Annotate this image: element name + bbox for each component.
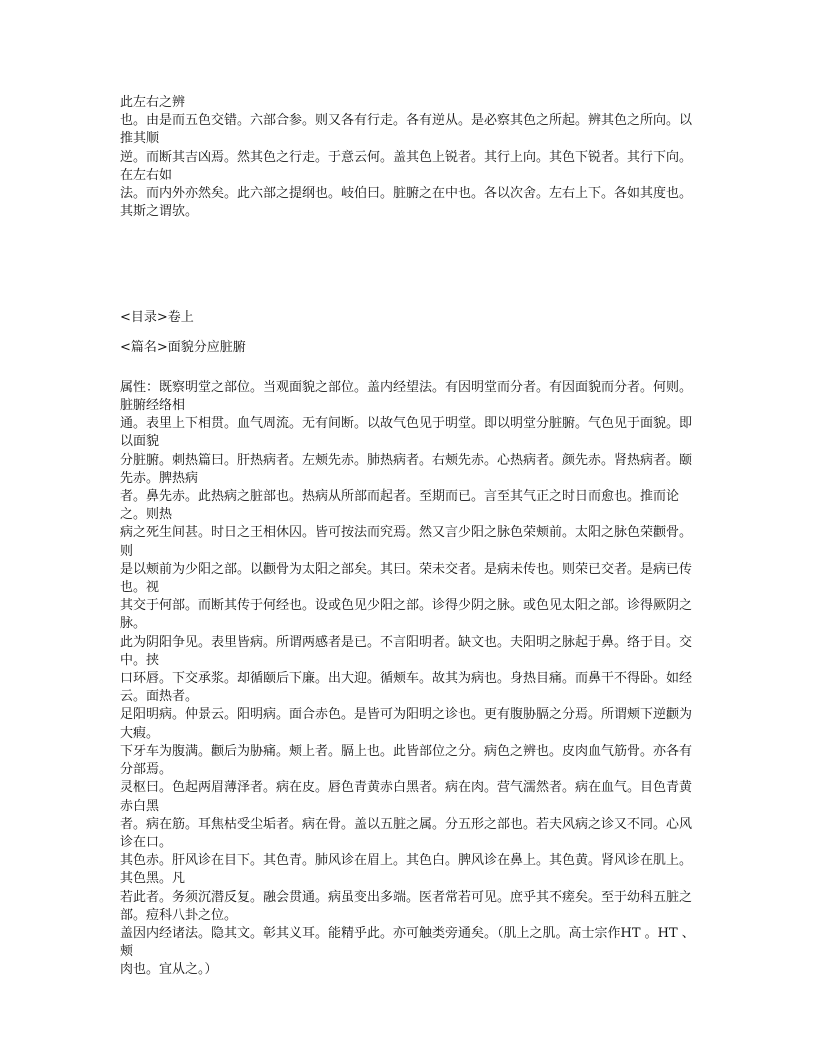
text-line: 盖因内经诸法。隐其文。彰其义耳。能精乎此。亦可触类旁通矣。（肌上之肌。高士宗作HT 。HT 、颊 xyxy=(120,925,695,960)
text-line: 灵枢曰。色起两眉薄泽者。病在皮。唇色青黄赤白黑者。病在肉。营气濡然者。病在血气。目色青黄赤白黑 xyxy=(120,780,693,814)
text-line: 是以颊前为少阳之部。以颧骨为太阳之部矣。其曰。荣未交者。是病未传也。则荣已交者。是病已传也。视 xyxy=(120,561,693,596)
section-spacer xyxy=(120,265,704,309)
text-line: 逆。而断其吉凶焉。然其色之行走。于意云何。盖其色上锐者。其行上向。其色下锐者。其行下向。在左右如 xyxy=(120,149,693,183)
text-line: 属性：既察明堂之部位。当观面貌之部位。盖内经望法。有因明堂而分者。有因面貌而分者。何则。脏腑经络相 xyxy=(120,379,693,414)
document-page xyxy=(120,94,704,980)
text-line: 口环唇。下交承浆。却循颐后下廉。出大迎。循颊车。故其为病也。身热目痛。而鼻干不得卧。如经云。面热者。 xyxy=(120,671,693,705)
text-line: 下牙车为腹满。颧后为胁痛。颊上者。膈上也。此皆部位之分。病色之辨也。皮肉血气筋骨。亦各有分部焉。 xyxy=(120,743,693,778)
section-spacer xyxy=(120,221,704,265)
text-line: 分脏腑。刺热篇曰。肝热病者。左颊先赤。肺热病者。右颊先赤。心热病者。颜先赤。肾热病者。颐先赤。脾热病 xyxy=(120,452,693,486)
text-line: 病之死生间甚。时日之王相休囚。皆可按法而究焉。然又言少阳之脉色荣颊前。太阳之脉色荣颧骨。则 xyxy=(120,525,693,559)
text-line: 者。鼻先赤。此热病之脏部也。热病从所部而起者。至期而已。言至其气正之时日而愈也。推而论之。则热 xyxy=(120,489,680,523)
text-line: 其交于何部。而断其传于何经也。设或色见少阳之部。诊得少阴之脉。或色见太阳之部。诊得厥阴之脉。 xyxy=(120,598,693,632)
text-line: 肉也。宜从之。） xyxy=(120,962,218,978)
text-line: 通。表里上下相贯。血气周流。无有间断。以故气色见于明堂。即以明堂分脏腑。气色见于面貌。即以面貌 xyxy=(120,416,693,450)
text-line: 足阳明病。仲景云。阳明病。面合赤色。是皆可为阳明之诊也。更有腹胁膈之分焉。所谓颊下逆颧为大瘕。 xyxy=(120,707,693,741)
text-line: 此左右之辨 xyxy=(120,95,186,110)
text-line: 此为阴阳争见。表里皆病。所谓两感者是已。不言阳明者。缺文也。夫阳明之脉起于鼻。络于目。交 中。挟 xyxy=(120,634,693,668)
text-line: 者。病在筋。耳焦枯受尘垢者。病在骨。盖以五脏之属。分五形之部也。若夫风病之诊又不同。心风诊在口。 xyxy=(120,816,693,850)
text-line: 其色赤。肝风诊在目下。其色青。肺风诊在眉上。其色白。脾风诊在鼻上。其色黄。肾风诊在肌上。其色黑。凡 xyxy=(120,853,693,887)
section-spacer xyxy=(120,357,704,368)
body-section xyxy=(120,379,704,980)
catalog-heading: <目录>卷上 xyxy=(120,310,194,326)
section-spacer xyxy=(120,328,704,339)
text-line: 法。而内外亦然矣。此六部之提纲也。岐伯曰。脏腑之在中也。各以次舍。左右上下。各如其度也。其斯之谓欤。 xyxy=(120,186,693,220)
chapter-heading: <篇名>面貌分应脏腑 xyxy=(120,339,246,355)
intro-section xyxy=(120,94,704,221)
text-line: 也。由是而五色交错。六部合参。则又各有行走。各有逆从。是必察其色之所起。辨其色之所向。以推其顺 xyxy=(120,113,693,147)
text-line: 若此者。务须沉潜反复。融会贯通。病虽变出多端。医者常若可见。庶乎其不瘥矣。至于幼科五脏之部。痘科八卦之位。 xyxy=(120,889,693,923)
section-spacer xyxy=(120,368,704,379)
